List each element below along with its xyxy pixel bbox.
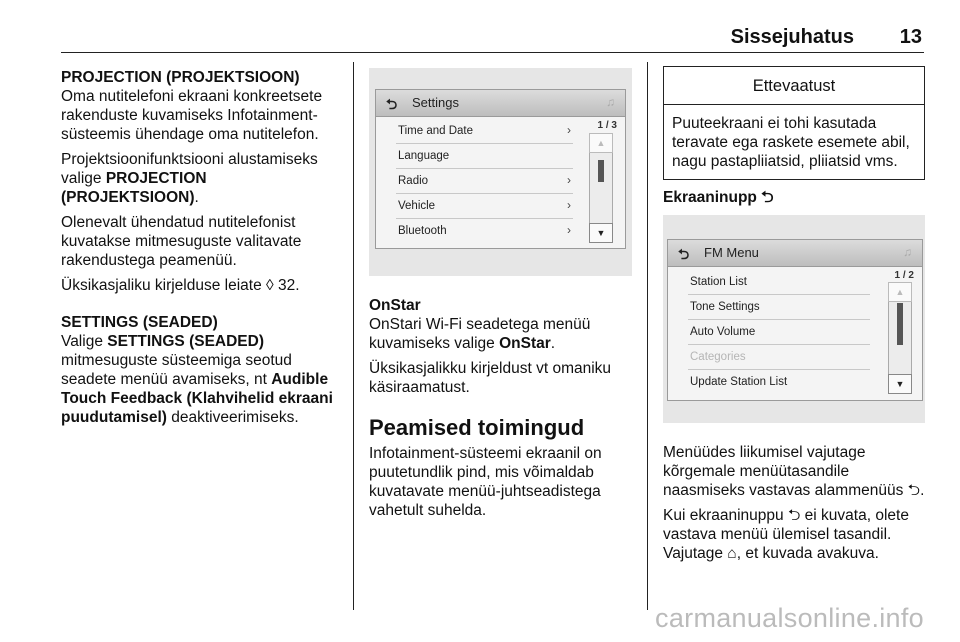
- scroll-up-icon[interactable]: ▲: [589, 133, 613, 153]
- section-heading: Peamised toimingud: [369, 415, 585, 440]
- settings-screen-figure: [369, 68, 632, 276]
- caution-title: Ettevaatust: [664, 67, 924, 105]
- heading-back-button: Ekraaninupp ⮌: [663, 189, 774, 206]
- paragraph: Menüüdes liikumisel vajutage kõrgemale menüütasandile naasmiseks vastavas alammenüüs ⮌.: [663, 444, 925, 499]
- scroll-thumb[interactable]: [897, 303, 903, 345]
- menu-item[interactable]: Update Station List: [690, 376, 788, 388]
- page-number: 13: [899, 26, 922, 48]
- scroll-up-icon[interactable]: ▲: [888, 282, 912, 302]
- menu-item-disabled: Categories: [688, 345, 870, 370]
- column-right: [663, 188, 925, 207]
- screen-title: Settings: [412, 95, 459, 110]
- music-icon: ♫: [606, 95, 615, 109]
- paragraph: Projektsioonifunktsiooni alustamiseks valige PROJECTION (PROJEKTSIOON).: [61, 151, 318, 206]
- column-middle: [369, 296, 641, 526]
- heading-projection: PROJECTION (PROJEKTSIOON): [61, 69, 300, 86]
- column-right-lower: [663, 443, 928, 569]
- heading-onstar: OnStar: [369, 297, 421, 314]
- paragraph: Olenevalt ühendatud nutitelefonist kuvatakse mitmesuguste valitavate rakendustega peamenüü.: [61, 214, 302, 269]
- scroll-down-icon[interactable]: ▼: [589, 223, 613, 243]
- paragraph: Kui ekraaninuppu ⮌ ei kuvata, olete vastava menüü ülemisel tasandil. Vajutage ⌂, et kuvada avakuva.: [663, 507, 909, 562]
- heading-settings: SETTINGS (SEADED): [61, 314, 218, 331]
- column-left: [61, 68, 345, 433]
- screen-title-bar: [376, 90, 625, 117]
- screen-title: FM Menu: [704, 245, 759, 260]
- menu-item[interactable]: Tone Settings: [688, 295, 870, 320]
- paragraph: Üksikasjalikku kirjeldust vt omaniku käsiraamatust.: [369, 360, 612, 396]
- page-header: [61, 0, 924, 53]
- scroll-thumb[interactable]: [598, 160, 604, 182]
- scrollbar[interactable]: [589, 133, 613, 243]
- page-indicator: 1 / 3: [597, 120, 617, 131]
- page-title: Sissejuhatus: [730, 26, 854, 48]
- menu-item[interactable]: Radio ›: [396, 169, 573, 194]
- menu-item[interactable]: Time and Date ›: [396, 119, 573, 144]
- back-icon[interactable]: ⮌: [678, 246, 690, 262]
- fm-menu-screen: [667, 239, 923, 401]
- column-divider: [647, 62, 648, 610]
- menu-item[interactable]: Vehicle ›: [396, 194, 573, 219]
- settings-screen: [375, 89, 626, 249]
- watermark: carmanualsonline.info: [655, 603, 924, 633]
- paragraph: Infotainment-süsteemi ekraanil on puutetundlik pind, mis võimaldab kuvatavate menüü-juhtseadistega vahetult suhelda.: [369, 445, 602, 519]
- paragraph-page-ref: Üksikasjaliku kirjelduse leiate ◊ 32.: [61, 277, 300, 294]
- fm-menu-screen-figure: [663, 215, 925, 423]
- music-icon: ♫: [903, 245, 912, 259]
- paragraph: Valige SETTINGS (SEADED) mitmesuguste süsteemiga seotud seadete menüü avamiseks, nt Audible Touch Feedback (Klahvihelid ekraani puudutamisel) deaktiveerimiseks.: [61, 333, 333, 426]
- menu-item[interactable]: Auto Volume: [688, 320, 870, 345]
- paragraph: Oma nutitelefoni ekraani konkreetsete rakenduste kuvamiseks Infotainment-süsteemis ühendage oma nutitelefon.: [61, 88, 323, 143]
- column-divider: [353, 62, 354, 610]
- page-indicator: 1 / 2: [894, 270, 914, 281]
- scrollbar[interactable]: [888, 282, 912, 394]
- caution-box: [663, 66, 925, 180]
- screen-title-bar: [668, 240, 922, 267]
- menu-item[interactable]: Station List: [688, 270, 870, 295]
- back-icon[interactable]: ⮌: [386, 96, 398, 112]
- paragraph: OnStari Wi-Fi seadetega menüü kuvamiseks valige OnStar.: [369, 316, 591, 352]
- scroll-down-icon[interactable]: ▼: [888, 374, 912, 394]
- caution-body: Puuteekraani ei tohi kasutada teravate ega raskete esemete abil, nagu pastapliiatsid, pliiatsid vms.: [672, 115, 910, 170]
- menu-item[interactable]: Bluetooth ›: [398, 223, 571, 237]
- menu-item[interactable]: Language: [396, 144, 573, 169]
